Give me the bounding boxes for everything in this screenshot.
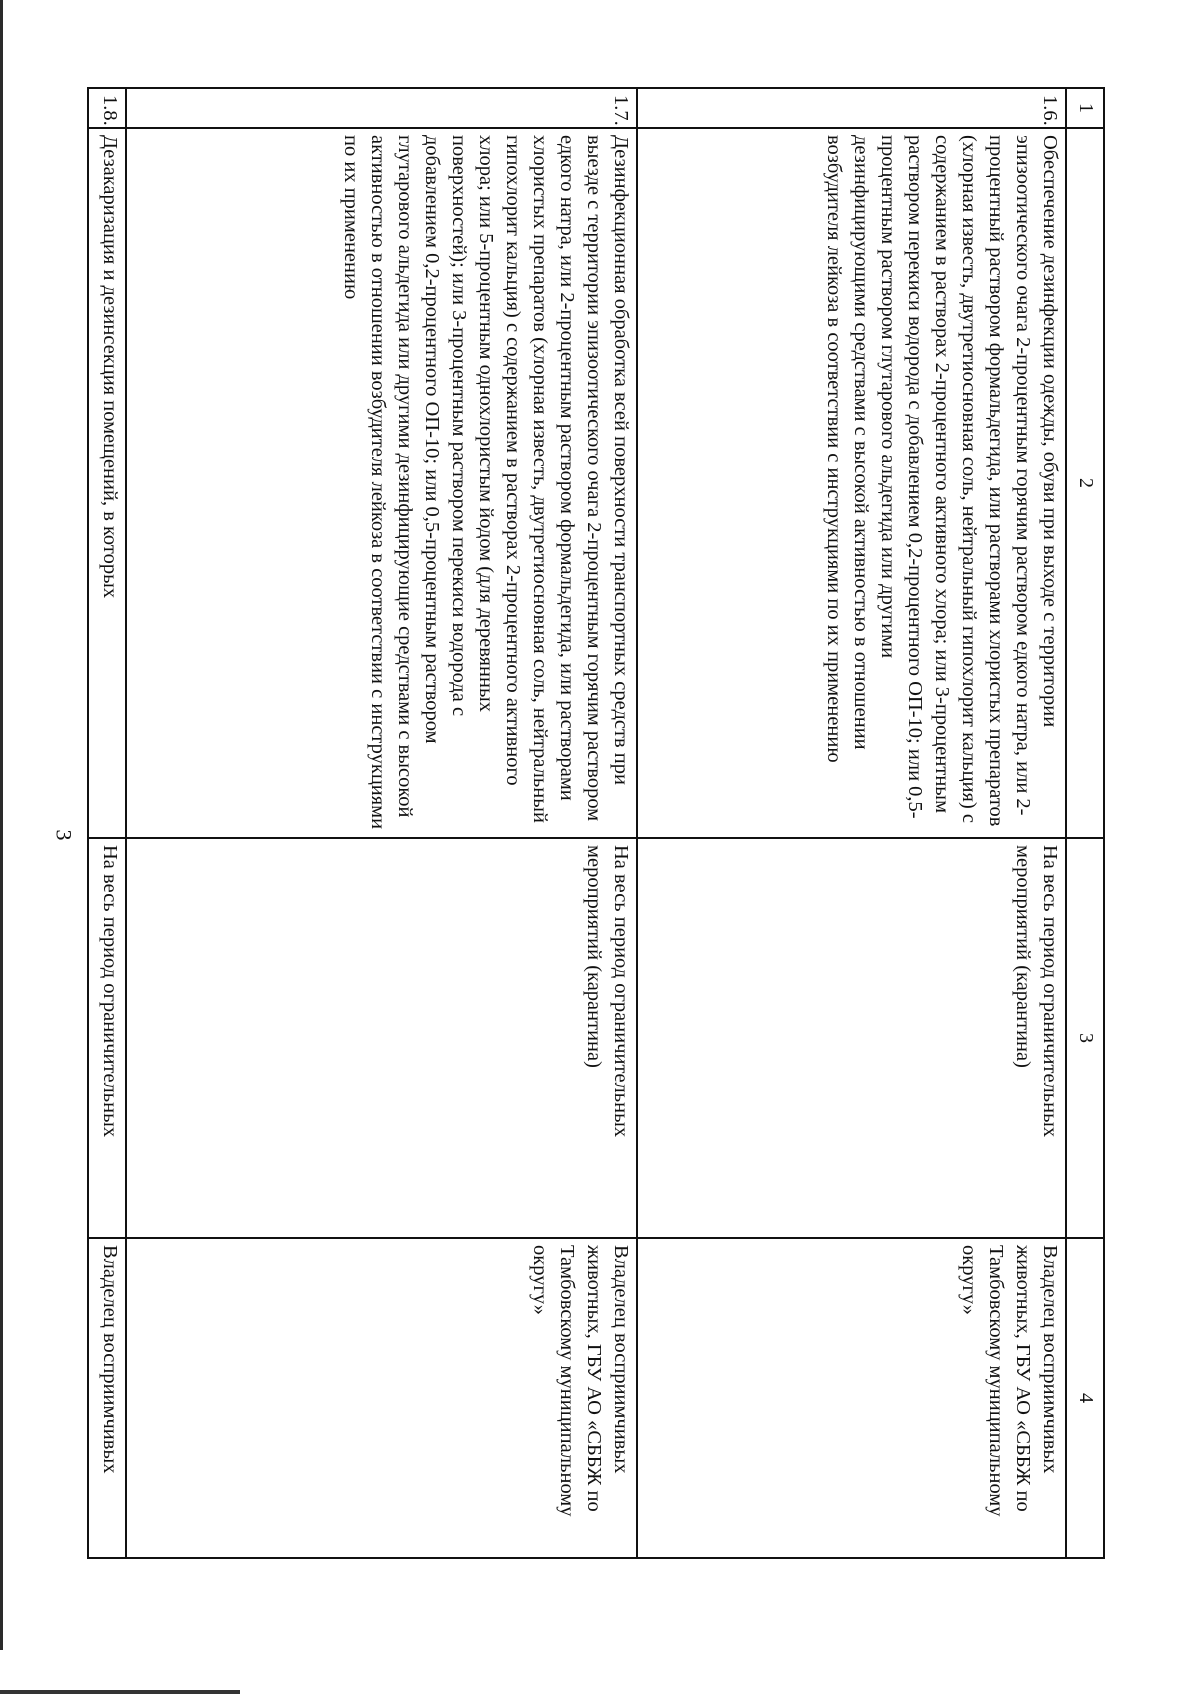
table-row [637, 88, 1066, 1558]
responsible-cell [637, 1238, 1066, 1558]
table-row [126, 88, 638, 1558]
period-text: На весь период ограничительных [98, 845, 121, 1138]
header-col-4: 4 [1066, 1238, 1104, 1558]
responsible-cell [126, 1238, 638, 1558]
period-text: На весь период ограничительных мероприятий (карантина) [1012, 845, 1062, 1138]
header-col-3: 3 [1066, 838, 1104, 1238]
rotated-table-wrapper [87, 87, 1105, 1557]
measure-cell [126, 128, 638, 838]
measure-cell [637, 128, 1066, 838]
row-number: 1.7. [126, 88, 638, 128]
header-col-1: 1 [1066, 88, 1104, 128]
period-cell [88, 838, 126, 1238]
measure-cell [88, 128, 126, 838]
table-row [88, 88, 126, 1558]
period-cell [637, 838, 1066, 1238]
scan-bottom-edge [0, 1690, 240, 1694]
period-text: На весь период ограничительных мероприятий (карантина) [583, 845, 633, 1138]
responsible-text: Владелец восприимчивых [98, 1245, 121, 1474]
measure-text: Обеспечение дезинфекции одежды, обуви при выходе с территории эпизоотического очага 2-процентным горячим раствором едкого натра, или 2-процентный раствором формальдегида, или растворами хлористых препаратов (хлорная известь, двутретиосновная соль, нейтральный гипохлорит кальция) с содержанием в растворах 2-процентного активного хлора; или 3-процентным раствором перекиси водорода с добавлением 0,2-процентного ОП-10; или 0,5-процентным раствором глутарового альдегида или другими дезинфицирующими средствами с высокой активностью в отношении возбудителя лейкоза в соответствии с инструкциями по их применению [823, 135, 1062, 827]
page-number: 3 [51, 829, 77, 841]
row-number: 1.6. [637, 88, 1066, 128]
header-col-2: 2 [1066, 128, 1104, 838]
table-header-row [1066, 88, 1104, 1558]
measure-text: Дезинфекционная обработка всей поверхности транспортных средств при выезде с территории эпизоотического очага 2-процентным горячим раствором едкого натра, или 2-процентным раствором формальдегида, или растворами хлористых препаратов (хлорная известь, двутретиосновная соль, нейтральный гипохлорит кальция) с содержанием в растворах 2-процентного активного хлора; или 5-процентным однохлористым йодом (для деревянных поверхностей); или 3-процентным раствором перекиси водорода с добавлением 0,2-процентного ОП-10; или 0,5-процентным раствором глутарового альдегида или другими дезинфицирующие средствами с высокой активностью в отношении возбудителя лейкоза в соответствии с инструкциями по их применению [340, 135, 633, 830]
period-cell [126, 838, 638, 1238]
responsible-text: Владелец восприимчивых животных, ГБУ АО «СББЖ по Тамбовскому муниципальному округу» [958, 1245, 1062, 1517]
measure-text: Дезакаризация и дезинсекция помещений, в которых [98, 135, 121, 599]
responsible-text: Владелец восприимчивых животных, ГБУ АО «СББЖ по Тамбовскому муниципальному округу» [529, 1245, 633, 1517]
row-number: 1.8. [88, 88, 126, 128]
scan-left-edge [0, 0, 3, 1650]
responsible-cell [88, 1238, 126, 1558]
measures-table [87, 87, 1105, 1559]
